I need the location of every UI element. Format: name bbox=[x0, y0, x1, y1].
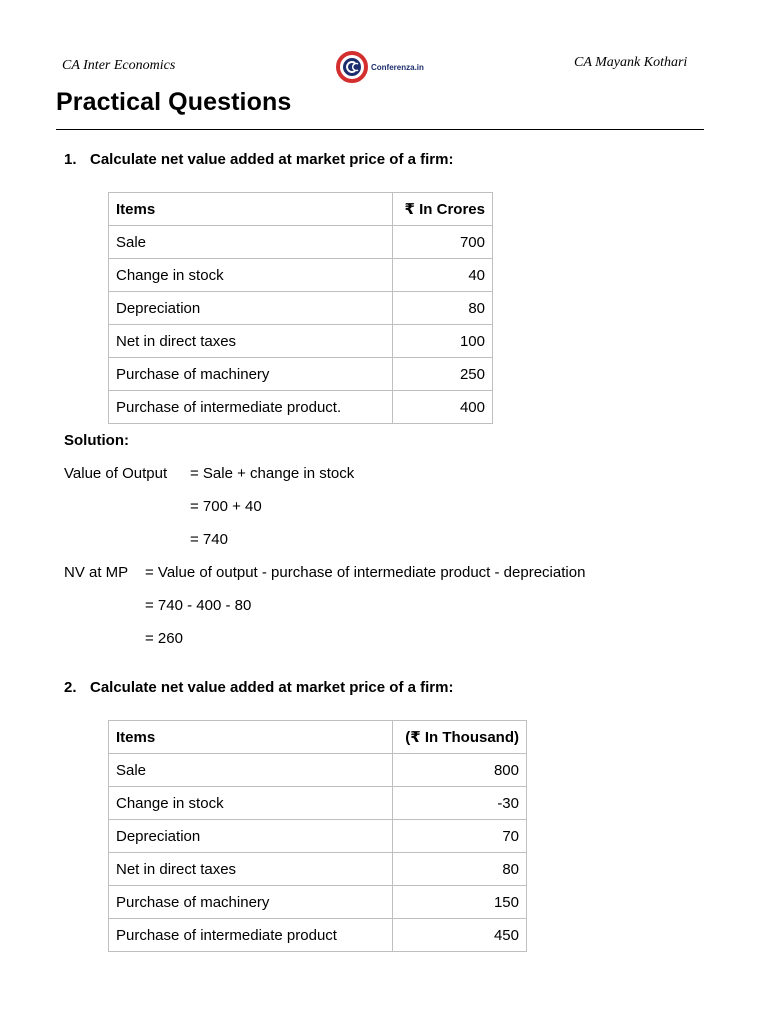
table-cell-value: 100 bbox=[393, 325, 493, 358]
table-header-row bbox=[109, 721, 527, 754]
solution-line: = Value of output - purchase of intermediate product - depreciation bbox=[145, 564, 586, 581]
table-cell-item: Net in direct taxes bbox=[109, 325, 393, 358]
table-header-row bbox=[109, 193, 493, 226]
solution-line: = 740 - 400 - 80 bbox=[145, 597, 252, 614]
table-row bbox=[109, 325, 493, 358]
question-2-table bbox=[108, 720, 527, 952]
table-row bbox=[109, 292, 493, 325]
table-cell-item: Purchase of machinery bbox=[109, 886, 393, 919]
table-row bbox=[109, 391, 493, 424]
table-cell-value: 450 bbox=[393, 919, 527, 952]
table-row bbox=[109, 820, 527, 853]
question-text: Calculate net value added at market price of a firm: bbox=[90, 151, 454, 168]
table-cell-value: 40 bbox=[393, 259, 493, 292]
logo-text: Conferenza.in bbox=[371, 62, 424, 72]
question-number: 2. bbox=[64, 679, 77, 696]
question-text: Calculate net value added at market price of a firm: bbox=[90, 679, 454, 696]
table-cell-value: 150 bbox=[393, 886, 527, 919]
page-title: Practical Questions bbox=[56, 88, 292, 116]
table-cell-value: 700 bbox=[393, 226, 493, 259]
question-1 bbox=[64, 151, 453, 168]
table-row bbox=[109, 358, 493, 391]
table-header-amount: (₹ In Thousand) bbox=[393, 721, 527, 754]
conferenza-logo-icon bbox=[336, 51, 368, 83]
table-row bbox=[109, 886, 527, 919]
solution-line: = 700 + 40 bbox=[190, 498, 262, 515]
question-1-table bbox=[108, 192, 493, 424]
table-cell-value: 800 bbox=[393, 754, 527, 787]
table-cell-item: Sale bbox=[109, 754, 393, 787]
title-rule bbox=[56, 129, 704, 130]
table-cell-item: Depreciation bbox=[109, 820, 393, 853]
logo bbox=[336, 51, 424, 83]
table-cell-value: 80 bbox=[393, 292, 493, 325]
table-cell-value: 70 bbox=[393, 820, 527, 853]
solution-line: = 740 bbox=[190, 531, 228, 548]
table-cell-item: Purchase of machinery bbox=[109, 358, 393, 391]
solution-term-value-of-output: Value of Output bbox=[64, 465, 168, 482]
table-cell-item: Purchase of intermediate product bbox=[109, 919, 393, 952]
table-header-amount: ₹ In Crores bbox=[393, 193, 493, 226]
solution-label: Solution: bbox=[64, 432, 129, 449]
table-cell-item: Net in direct taxes bbox=[109, 853, 393, 886]
table-row bbox=[109, 226, 493, 259]
table-row bbox=[109, 754, 527, 787]
table-cell-item: Purchase of intermediate product. bbox=[109, 391, 393, 424]
table-row bbox=[109, 853, 527, 886]
table-row bbox=[109, 259, 493, 292]
table-row bbox=[109, 787, 527, 820]
table-cell-item: Change in stock bbox=[109, 259, 393, 292]
solution-term-nv-at-mp: NV at MP bbox=[64, 564, 129, 581]
header-author: CA Mayank Kothari bbox=[574, 55, 688, 70]
table-cell-value: 80 bbox=[393, 853, 527, 886]
table-cell-value: 250 bbox=[393, 358, 493, 391]
solution-line: = Sale + change in stock bbox=[190, 465, 355, 482]
table-row bbox=[109, 919, 527, 952]
table-header-items: Items bbox=[109, 721, 393, 754]
solution-line: = 260 bbox=[145, 630, 183, 647]
table-cell-value: -30 bbox=[393, 787, 527, 820]
table-cell-item: Sale bbox=[109, 226, 393, 259]
header-course-title: CA Inter Economics bbox=[62, 58, 176, 73]
table-cell-item: Change in stock bbox=[109, 787, 393, 820]
question-number: 1. bbox=[64, 151, 77, 168]
table-cell-value: 400 bbox=[393, 391, 493, 424]
table-cell-item: Depreciation bbox=[109, 292, 393, 325]
question-2 bbox=[64, 679, 453, 696]
table-header-items: Items bbox=[109, 193, 393, 226]
